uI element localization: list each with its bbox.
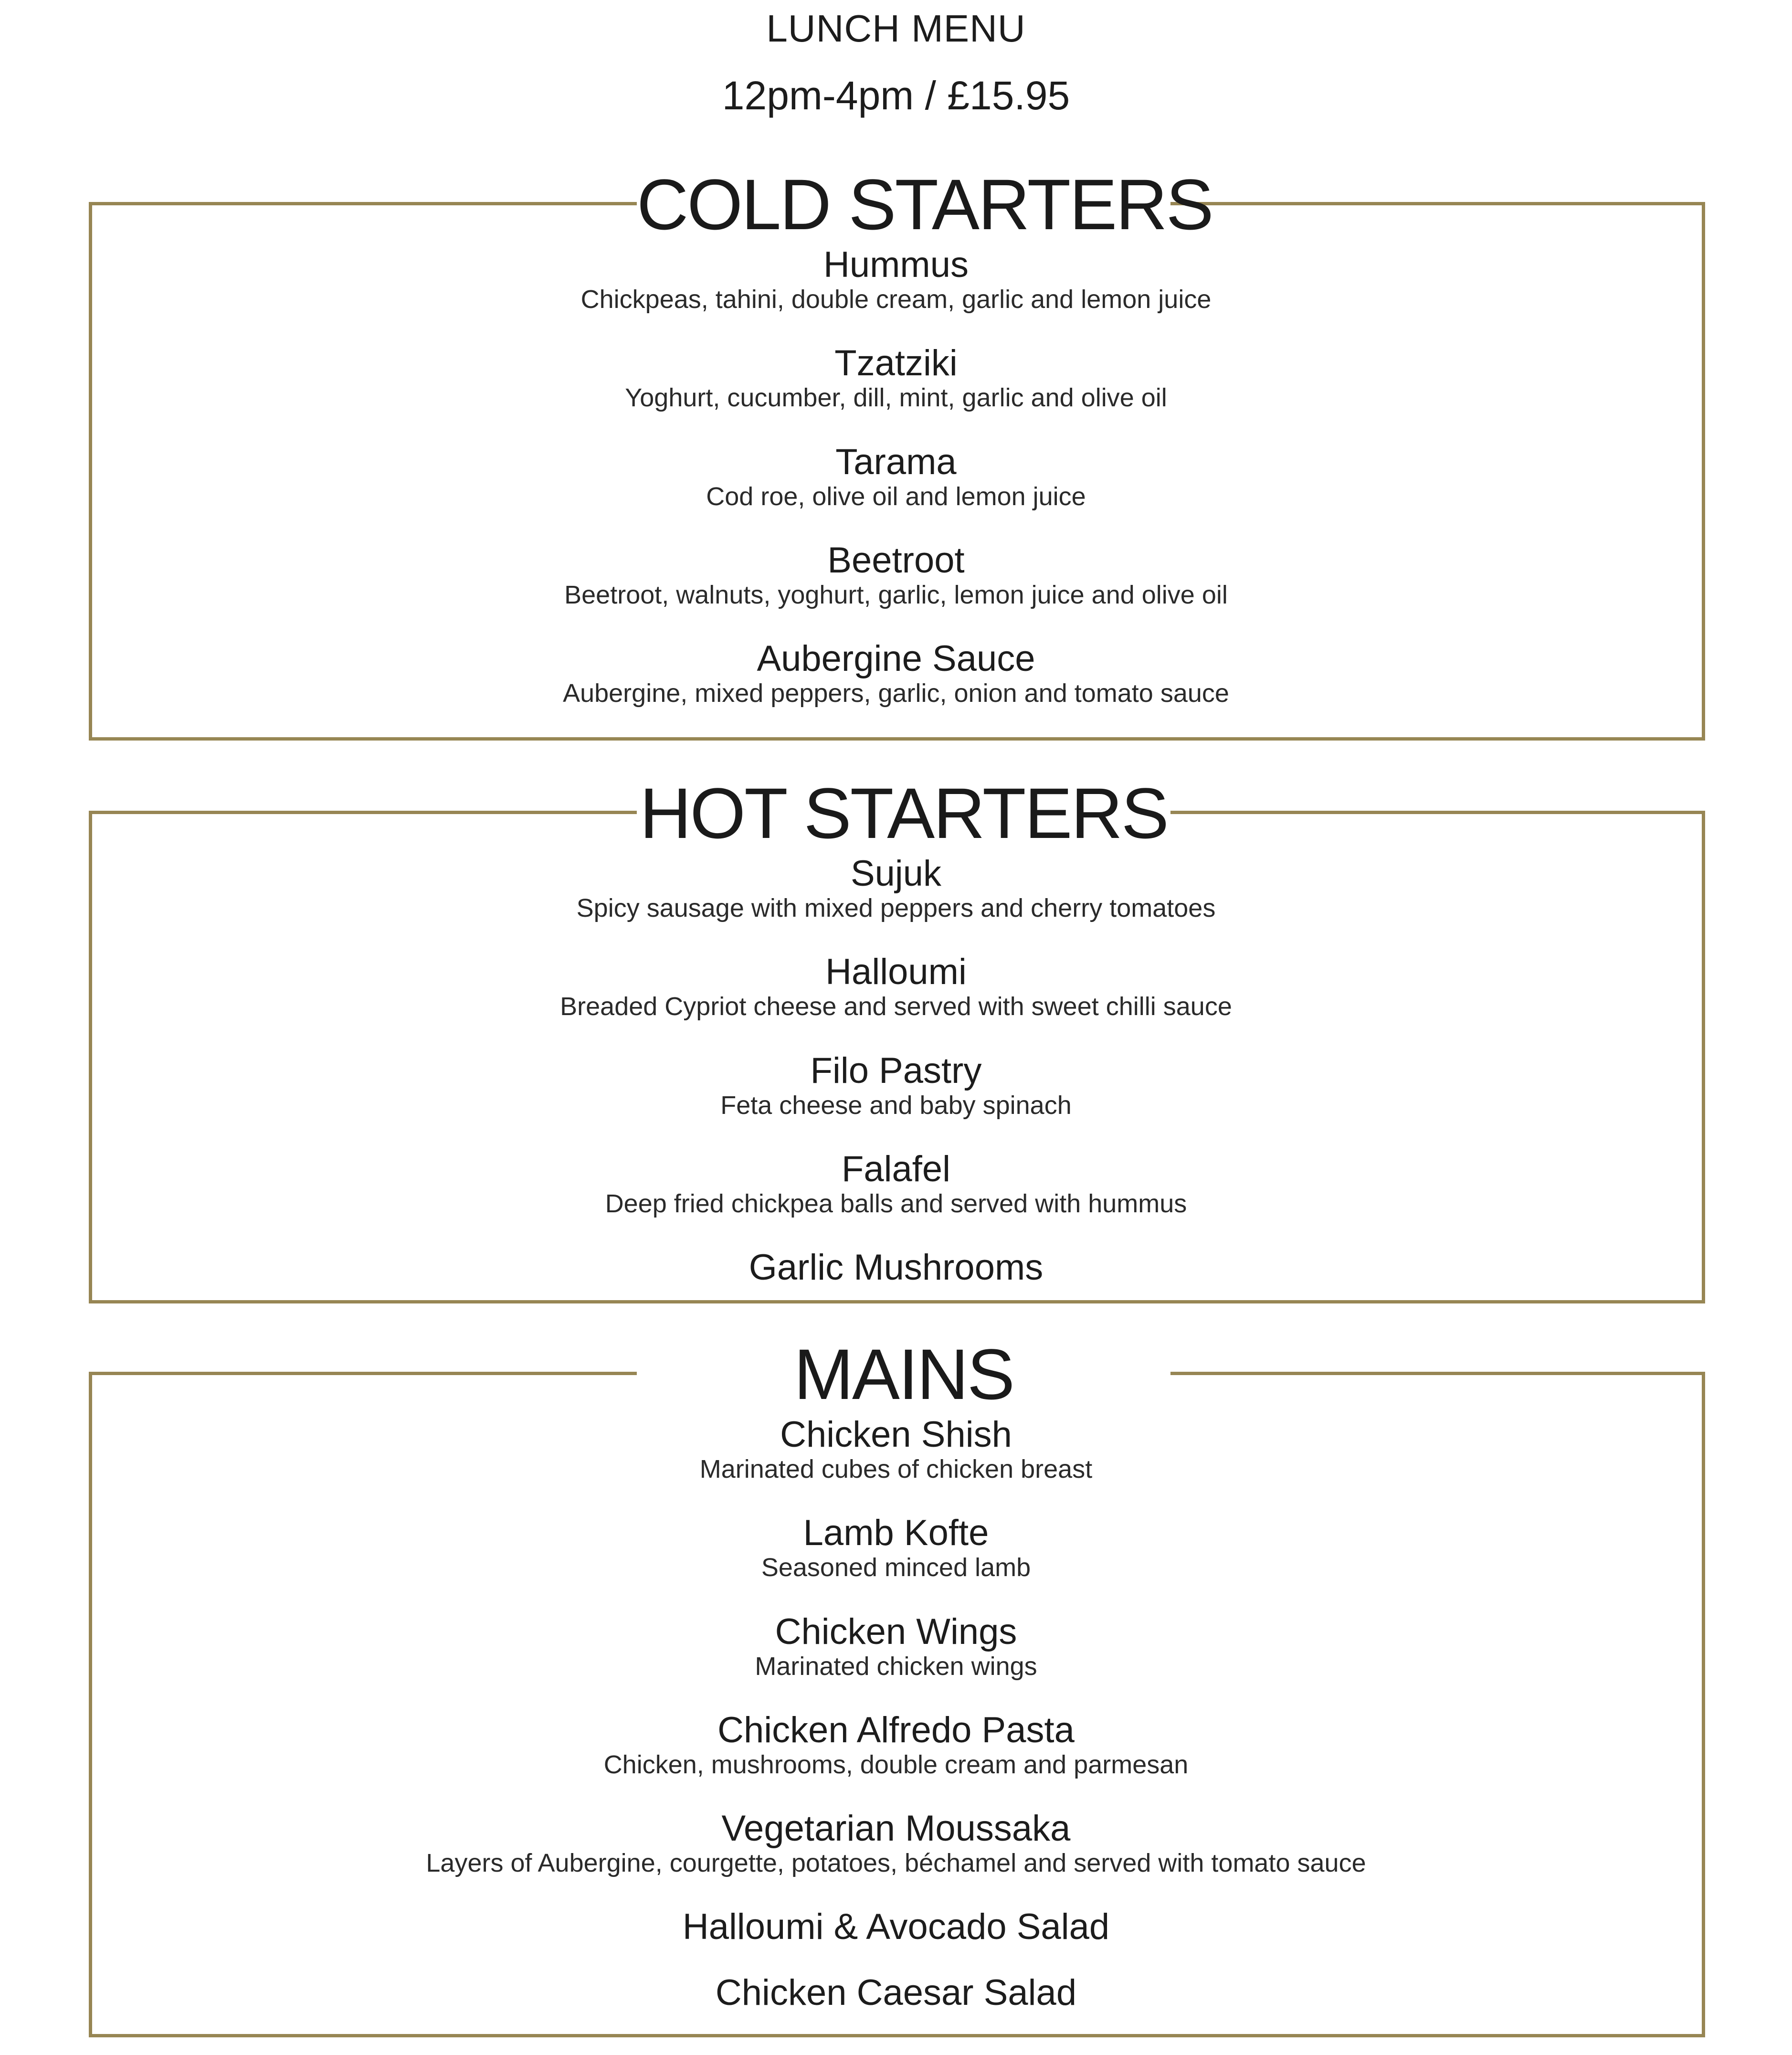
menu-item-description: Seasoned minced lamb [761,1553,1031,1582]
menu-item-name: Sujuk [850,853,942,894]
menu-item-name: Chicken Caesar Salad [715,1972,1077,2013]
menu-item-description: Breaded Cypriot cheese and served with sweet chilli sauce [560,992,1232,1021]
menu-item-name: Chicken Alfredo Pasta [717,1710,1075,1750]
menu-item-name: Vegetarian Moussaka [721,1808,1071,1849]
section-cold-starters-title: COLD STARTERS [637,164,1212,244]
menu-item-description: Marinated chicken wings [755,1652,1037,1681]
menu-item-name: Hummus [823,244,969,285]
menu-item-description: Marinated cubes of chicken breast [699,1455,1093,1483]
menu-item-name: Halloumi [825,952,967,992]
menu-item-description: Deep fried chickpea balls and served with hummus [605,1189,1187,1218]
menu-item-description: Chicken, mushrooms, double cream and parmesan [603,1750,1189,1779]
menu-item-name: Falafel [841,1149,951,1189]
section-hot-starters-title: HOT STARTERS [637,773,1170,854]
menu-item-description: Beetroot, walnuts, yoghurt, garlic, lemon juice and olive oil [564,581,1228,609]
menu-item-name: Tzatziki [834,343,958,383]
menu-item-name: Tarama [835,442,957,482]
menu-item-name: Aubergine Sauce [757,638,1035,679]
menu-item-name: Halloumi & Avocado Salad [682,1907,1110,1947]
menu-item-name: Chicken Shish [780,1414,1012,1455]
menu-item-name: Lamb Kofte [803,1513,989,1553]
menu-item-description: Aubergine, mixed peppers, garlic, onion and tomato sauce [563,679,1229,708]
menu-title: LUNCH MENU [766,7,1026,50]
menu-item-name: Chicken Wings [775,1611,1017,1652]
menu-item-description: Spicy sausage with mixed peppers and cherry tomatoes [576,894,1216,922]
menu-item-name: Beetroot [827,540,965,581]
menu-item-name: Garlic Mushrooms [748,1247,1044,1288]
section-mains-title: MAINS [637,1334,1170,1415]
menu-item-description: Feta cheese and baby spinach [720,1091,1072,1120]
menu-time-price: 12pm-4pm / £15.95 [722,73,1070,118]
menu-item-description: Yoghurt, cucumber, dill, mint, garlic and olive oil [625,383,1167,412]
menu-item-description: Layers of Aubergine, courgette, potatoes, béchamel and served with tomato sauce [426,1849,1366,1877]
menu-item-description: Chickpeas, tahini, double cream, garlic and lemon juice [580,285,1212,314]
menu-item-description: Cod roe, olive oil and lemon juice [706,482,1086,511]
menu-item-name: Filo Pastry [810,1050,982,1091]
